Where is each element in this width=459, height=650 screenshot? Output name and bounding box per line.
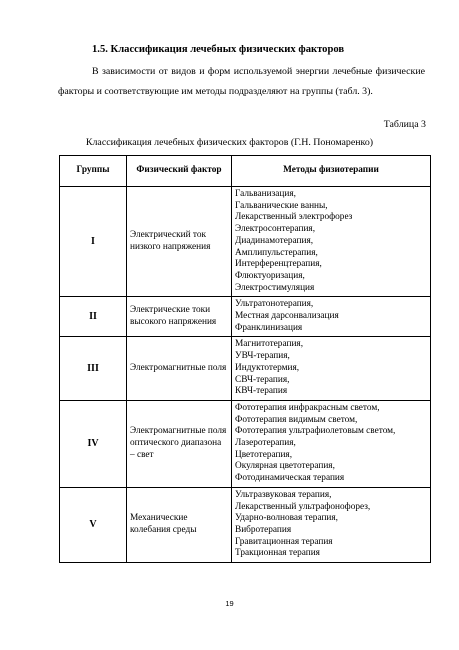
group-cell: III — [60, 337, 127, 401]
table-row — [60, 337, 431, 401]
section-heading: 1.5. Классификация лечебных физических факторов — [92, 44, 345, 55]
method-item: Гравитационная терапия — [235, 536, 333, 547]
table-row — [60, 487, 431, 562]
method-item: Ударно-волновая терапия, — [235, 513, 339, 524]
method-item: Флюктуоризация, — [235, 270, 305, 281]
method-item: Фототерапия ультрафиолетовым светом, — [235, 426, 396, 437]
group-cell: V — [60, 487, 127, 562]
method-item: Электростимуляция — [235, 282, 315, 293]
factor-cell: Электрические токи высокого напряжения — [127, 297, 232, 337]
method-item: Лекарственный ультрафонофорез, — [235, 501, 371, 512]
method-item: Диадинамотерапия, — [235, 235, 314, 246]
method-item: Франклинизация — [235, 322, 303, 333]
intro-paragraph — [58, 62, 425, 101]
group-cell: IV — [60, 400, 127, 487]
table-row — [60, 297, 431, 337]
methods-cell — [232, 487, 431, 562]
method-item: Тракционная терапия — [235, 548, 320, 559]
method-item: Магнитотерапия, — [235, 339, 304, 350]
page-number: 19 — [225, 599, 234, 608]
table-label: Таблица 3 — [383, 119, 426, 130]
methods-cell — [232, 400, 431, 487]
method-item: Фототерапия видимым светом, — [235, 414, 358, 425]
method-item: Гальванизация, — [235, 189, 296, 199]
method-item: Ультразвуковая терапия, — [235, 489, 332, 500]
methods-cell — [232, 337, 431, 401]
method-item: Фототерапия инфракрасным светом, — [235, 402, 380, 413]
method-item: Местная дарсонвализация — [235, 311, 339, 322]
method-item: Лекарственный электрофорез — [235, 212, 353, 223]
method-item: УВЧ-терапия, — [235, 351, 290, 362]
method-item: Фотодинамическая терапия — [235, 473, 345, 484]
factor-cell: Электрический ток низкого напряжения — [127, 187, 232, 297]
method-item: Ультратонотерапия, — [235, 299, 314, 310]
method-item: Индуктотермия, — [235, 362, 300, 373]
group-cell: I — [60, 187, 127, 297]
table-row — [60, 187, 431, 297]
method-item: Окулярная цветотерапия, — [235, 461, 335, 472]
method-item: Вибротерапия — [235, 524, 292, 535]
header-methods: Методы физиотерапии — [232, 156, 431, 187]
classification-table — [59, 155, 431, 563]
method-item: Лазеротерапия, — [235, 438, 296, 449]
intro-paragraph-text: В зависимости от видов и форм используемой энергии лечебные физические факторы и соответствующие им методы подразделяют на группы (табл. 3). — [58, 66, 425, 97]
table-caption: Классификация лечебных физических факторов (Г.Н. Пономаренко) — [85, 137, 374, 148]
method-item: Цветотерапия, — [235, 449, 293, 460]
method-item: Амплипульстерапия, — [235, 247, 318, 258]
table-header-row — [60, 156, 431, 187]
header-factor: Физический фактор — [127, 156, 232, 187]
table-row — [60, 400, 431, 487]
factor-cell: Электромагнитные поля оптического диапазона – свет — [127, 400, 232, 487]
method-item: КВЧ-терапия — [235, 386, 288, 397]
method-item: СВЧ-терапия, — [235, 374, 290, 385]
factor-cell: Электромагнитные поля — [127, 337, 232, 401]
group-cell: II — [60, 297, 127, 337]
method-item: Электросонтерапия, — [235, 224, 316, 235]
factor-cell: Механические колебания среды — [127, 487, 232, 562]
header-groups: Группы — [60, 156, 127, 187]
method-item: Гальванические ванны, — [235, 200, 328, 211]
method-item: Интерференцтерапия, — [235, 259, 322, 270]
methods-cell — [232, 187, 431, 297]
methods-cell — [232, 297, 431, 337]
